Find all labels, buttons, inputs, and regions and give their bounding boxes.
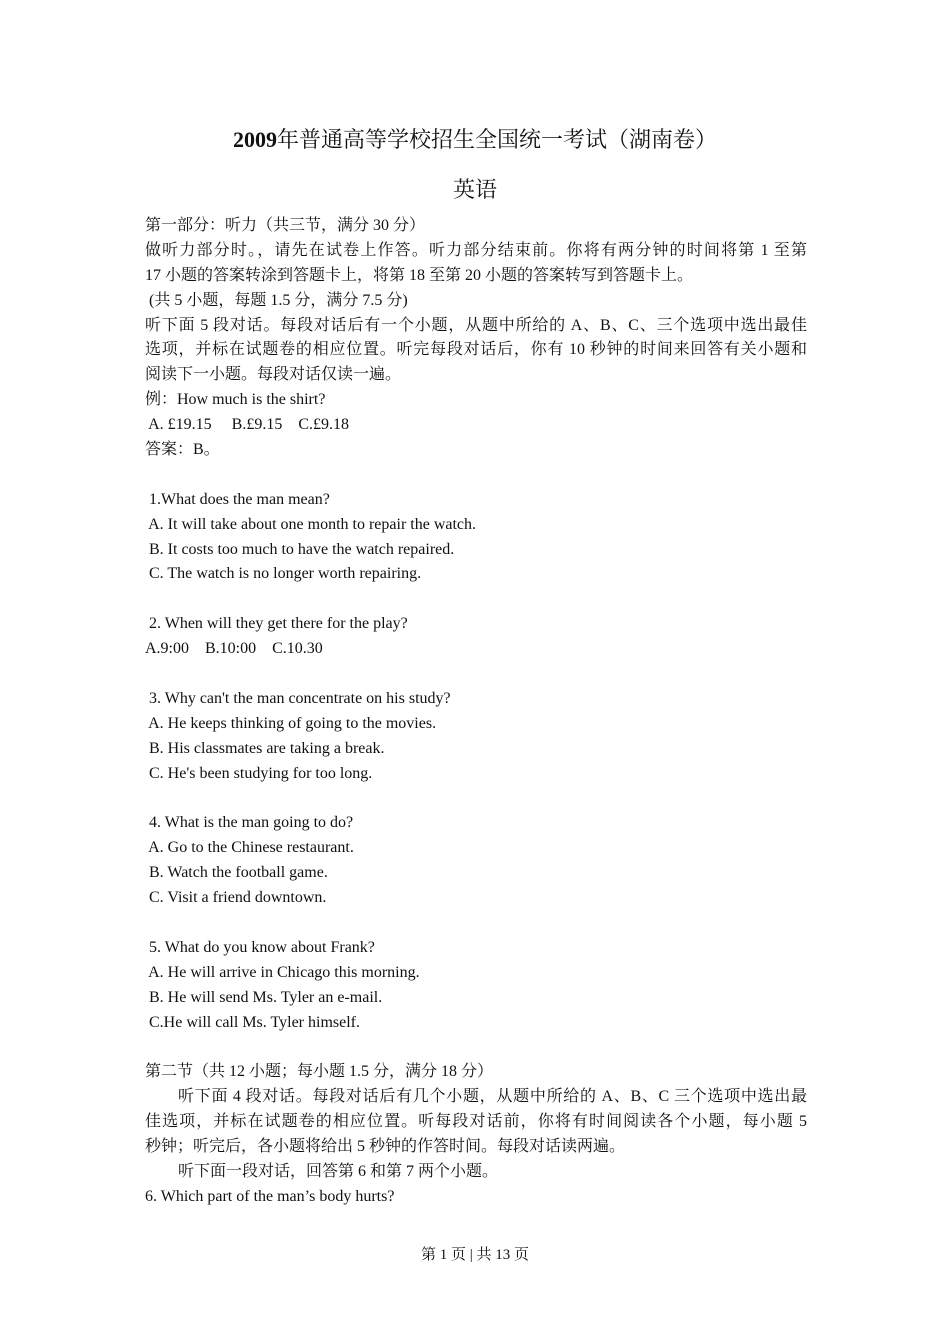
text-line: 例：How much is the shirt? — [145, 391, 326, 409]
text-line: B. His classmates are taking a break. — [145, 739, 385, 757]
text-line: B. It costs too much to have the watch repaired. — [145, 540, 455, 558]
document-title — [0, 124, 950, 156]
text-line: 第一部分：听力（共三节，满分 30 分） — [145, 217, 426, 234]
text-line: 做听力部分时。，请先在试卷上作答。听力部分结束前。你将有两分钟的时间将第 1 至第 — [145, 241, 807, 259]
text-line: C. He's been studying for too long. — [145, 764, 373, 782]
text-line: 6. Which part of the man’s body hurts? — [145, 1187, 395, 1205]
text-line: A. £19.15 B.£9.15 C.£9.18 — [145, 416, 350, 434]
text-line: 2. When will they get there for the play? — [145, 615, 408, 633]
text-line: 4. What is the man going to do? — [145, 814, 354, 832]
document-subtitle: 英语 — [452, 177, 497, 202]
blank-line — [145, 587, 807, 612]
blank-line — [145, 1035, 807, 1060]
text-line: C.He will call Ms. Tyler himself. — [145, 1013, 360, 1031]
blank-line — [145, 463, 807, 488]
blank-line — [145, 786, 807, 811]
text-line: 3. Why can't the man concentrate on his study? — [145, 689, 451, 707]
text-line: 佳选项，并标在试题卷的相应位置。听每段对话前，你将有时间阅读各个小题，每小题 5 — [145, 1113, 807, 1131]
text-line: 秒钟；听完后，各小题将给出 5 秒钟的作答时间。每段对话读两遍。 — [145, 1137, 626, 1155]
text-line: A. Go to the Chinese restaurant. — [145, 839, 354, 857]
text-line: B. Watch the football game. — [145, 864, 328, 882]
text-line: A. He will arrive in Chicago this morning. — [145, 963, 420, 981]
text-line: 17 小题的答案转涂到答题卡上，将第 18 至第 20 小题的答案转写到答题卡上。 — [145, 266, 694, 284]
text-line: (共 5 小题，每题 1.5 分，满分 7.5 分) — [145, 291, 408, 309]
text-line: 听下面 4 段对话。每段对话后有几个小题，从题中所给的 A、B、C 三个选项中选出最 — [178, 1088, 807, 1106]
text-line: 第二节（共 12 小题；每小题 1.5 分，满分 18 分） — [145, 1063, 494, 1081]
text-line: 5. What do you know about Frank? — [145, 938, 375, 956]
text-line: 答案：B。 — [145, 441, 220, 459]
blank-line — [145, 911, 807, 936]
text-line: 阅读下一小题。每段对话仅读一遍。 — [145, 366, 402, 384]
text-line: C. The watch is no longer worth repairing. — [145, 565, 422, 583]
text-line: A.9:00 B.10:00 C.10.30 — [145, 640, 323, 658]
title-year: 2009 — [232, 127, 277, 152]
blank-line — [145, 662, 807, 687]
text-line: 1.What does the man mean? — [145, 490, 330, 508]
title-text: 年普通高等学校招生全国统一考试（湖南卷） — [276, 127, 717, 152]
text-line: 听下面一段对话，回答第 6 和第 7 两个小题。 — [178, 1162, 499, 1180]
document-body — [145, 214, 807, 1210]
text-line: A. It will take about one month to repair the watch. — [145, 515, 477, 533]
text-line: 选项，并标在试题卷的相应位置。听完每段对话后，你有 10 秒钟的时间来回答有关小题和 — [145, 341, 807, 359]
text-line: 听下面 5 段对话。每段对话后有一个小题，从题中所给的 A、B、C、三个选项中选出最佳 — [145, 316, 807, 334]
text-line: B. He will send Ms. Tyler an e-mail. — [145, 988, 383, 1006]
page-footer: 第 1 页 | 共 13 页 — [420, 1247, 529, 1263]
text-line: C. Visit a friend downtown. — [145, 889, 327, 907]
text-line: A. He keeps thinking of going to the movies. — [145, 714, 437, 732]
